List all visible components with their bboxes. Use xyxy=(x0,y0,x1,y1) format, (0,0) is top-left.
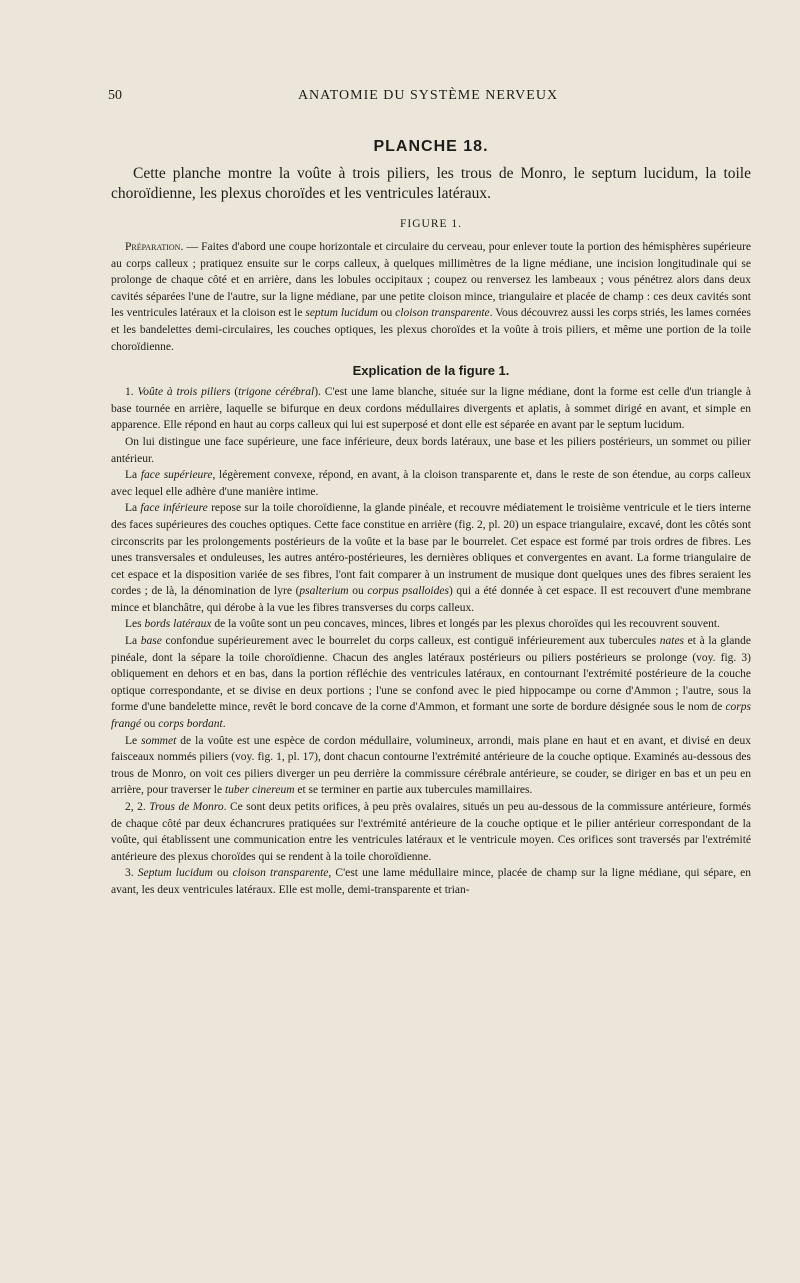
text-run: La xyxy=(125,635,141,648)
text-run: ) qui a été donnée à cet espace. Il est recouvert d'une membrane mince et blanchâtre, qui dérobe à la vue les fibres transverses du corps calleux. xyxy=(111,585,751,614)
text-run: La xyxy=(125,469,141,482)
text-run: confondue supérieurement avec le bourrelet du corps calleux, est contiguë inférieurement aux tubercules xyxy=(161,635,660,648)
text-run: de la voûte sont un peu concaves, minces, libres et longés par les plexus choroïdes qui les recouvrent souvent. xyxy=(211,618,720,631)
explanation-heading: Explication de la figure 1. xyxy=(352,363,510,379)
preparation-label: Préparation. xyxy=(125,241,184,253)
term-face-inferieure: face inférieure xyxy=(140,502,208,515)
text-run: ou xyxy=(141,718,159,731)
term-septum-lucidum: septum lucidum xyxy=(305,307,378,320)
term-corpus-psalloides: corpus psalloides xyxy=(367,585,449,598)
face-inferieure-paragraph xyxy=(111,500,751,616)
base-paragraph xyxy=(111,633,751,733)
page-number: 50 xyxy=(108,88,122,103)
term-corps-bordant: corps bordant xyxy=(158,718,223,731)
item-3-text: , C'est une lame médullaire mince, placée de champ sur la ligne médiane, qui sépare, en avant, les deux ventricules latéraux. Elle est molle, demi-transparente et trian- xyxy=(111,867,752,896)
item-1-title: Voûte à trois piliers xyxy=(137,386,231,399)
term-bords-lateraux: bords latéraux xyxy=(144,618,212,631)
bords-lateraux-paragraph xyxy=(111,616,751,633)
text-run: La xyxy=(125,502,141,515)
text-run: ou xyxy=(212,867,233,880)
page-content xyxy=(111,138,751,899)
term-corps-frange: corps frangé xyxy=(111,701,751,731)
text-run: Les xyxy=(125,618,145,631)
text-run: ou xyxy=(348,585,368,598)
preparation-end: . Vous découvrez aussi les corps striés, les lames cornées et les bandelettes demi-circulaires, les couches optiques, les plexus choroïdes et la voûte à trois piliers, et même une portion de la toile choroïdienne. xyxy=(111,307,751,353)
item-1-second-paragraph: On lui distingue une face supérieure, une face inférieure, deux bords latéraux, une base et les piliers postérieurs, un sommet ou pilier antérieur. xyxy=(111,435,751,465)
item-3-number: 3. xyxy=(125,867,138,880)
term-psalterium: psalterium xyxy=(299,585,349,598)
text-run: . xyxy=(222,718,226,731)
item-2-paragraph xyxy=(111,799,751,865)
term-face-superieure: face supérieure xyxy=(140,469,213,482)
item-1-synonym: trigone cérébral xyxy=(238,386,315,399)
item-1-number: 1. xyxy=(125,386,138,399)
item-1-paren-open: ( xyxy=(230,386,239,399)
term-cloison-transparente: cloison transparente xyxy=(395,307,490,320)
intro-paragraph: Cette planche montre la voûte à trois piliers, les trous de Monro, le septum lucidum, la toile choroïdienne, les plexus choroïdes et les ventricules latéraux. xyxy=(111,165,751,202)
text-run: et se terminer en partie aux tubercules mamillaires. xyxy=(294,784,533,797)
running-title: ANATOMIE DU SYSTÈME NERVEUX xyxy=(297,88,559,103)
preparation-mid: ou xyxy=(377,307,396,320)
text-run: , légèrement convexe, répond, en avant, à la cloison transparente et, dans le reste de son étendue, au corps calleux avec lequel elle adhère d'une manière intime. xyxy=(111,469,751,498)
item-3-paragraph xyxy=(111,865,751,898)
item-2-number: 2, 2. xyxy=(125,801,150,813)
page-header xyxy=(108,88,748,108)
item-3-synonym: cloison transparente xyxy=(232,867,329,880)
term-nates: nates xyxy=(659,635,685,648)
term-tuber-cinereum: tuber cinereum xyxy=(224,784,295,797)
face-superieure-paragraph xyxy=(111,467,751,500)
figure-label: FIGURE 1. xyxy=(399,218,463,230)
sommet-paragraph xyxy=(111,733,751,799)
item-3-title: Septum lucidum xyxy=(137,867,213,880)
item-2-text: . Ce sont deux petits orifices, à peu près ovalaires, situés un peu au-dessous de la commissure antérieure, formés de chaque côté par deux échancrures pratiquées sur l'extrémité antérieure de la couche optique et le pilier antérieur correspondant de la voûte, qui établissent une communication entre les ventricules latéraux et le ventricule moyen. Ces orifices sont traversés par l'extrémité antérieure des plexus choroïdes qui se rendent à la toile choroïdienne. xyxy=(111,801,751,863)
item-1-paragraph xyxy=(111,384,751,434)
term-sommet: sommet xyxy=(141,734,177,747)
preparation-paragraph xyxy=(111,239,751,355)
item-1-text: ). C'est une lame blanche, située sur la ligne médiane, dont la forme est celle d'un triangle à base tournée en arrière, laquelle se bifurque en deux cordons médullaires divergents et aplatis, à sommet dirigé en avant, et simple en apparence. Elle répond en haut au corps calleux qui lui est superposé et dont elle est séparée en avant par le septum lucidum. xyxy=(111,386,751,432)
text-run: Le xyxy=(125,734,142,747)
item-2-title: Trous de Monro xyxy=(149,801,224,813)
term-base: base xyxy=(140,635,162,648)
text-run: repose sur la toile choroïdienne, la glande pinéale, et recouvre médiatement le troisième ventricule et le tiers interne des faces supérieures des couches optiques. Cette face constitue en arrière (fig. 2, pl. 20) un espace triangulaire, excavé, dont les côtés sont circonscrits par les prolongements postérieurs de la voûte et la base par le bourrelet. Cet espace est formé par trois ordres de fibres. Les unes transversales et onduleuses, les autres antéro-postérieures, les dernières obliques et convergentes en avant. La forme triangulaire de cet espace et la disposition variée de ses fibres, l'ont fait comparer à un instrument de musique dont quelques unes des fibres seraient les cordes ; de là, la dénomination de lyre ( xyxy=(111,502,751,598)
text-run: de la voûte est une espèce de cordon médullaire, volumineux, arrondi, mais plane en haut et en avant, et divisé en deux faisceaux nommés piliers (voy. fig. 1, pl. 17), dont chacun contourne l'extrémité antérieure de la couche optique. Examinés au-dessous des trous de Monro, on voit ces piliers diverger un peu derrière la commissure cérébrale antérieure, se couder, se diriger en bas et un peu en arrière, pour traverser le xyxy=(111,734,751,797)
text-run: et à la glande pinéale, dont la sépare la toile choroïdienne. Chacun des angles latéraux postérieurs ou piliers postérieurs se prolonge (voy. fig. 3) obliquement en dehors et en bas, dans la portion réfléchie des ventricules latéraux, en contournant l'extrémité postérieure de la couche optique correspondante, et se divise en deux portions ; l'une se confond avec le pied hippocampe ou corne d'Ammon ; l'autre, sous la forme d'une bandelette mince, revêt le bord concave de la corne d'Ammon, et formant une sorte de bordure désignée sous le nom de xyxy=(111,635,752,714)
plate-title: PLANCHE 18. xyxy=(373,138,489,155)
preparation-text: — Faites d'abord une coupe horizontale et circulaire du cerveau, pour enlever toute la portion des hémisphères supérieure au corps calleux ; pratiquez ensuite sur le corps calleux, à quelques millimètres de la ligne médiane, une incision longitudinale qui se prolonge de chaque côté et en arrière, dans les lobules occipitaux ; coupez ou renversez les lambeaux ; vous pénétrez alors dans deux cavités séparées l'une de l'autre, sur la ligne médiane, par une petite cloison mince, triangulaire et placée de champ : ces deux cavités sont les ventricules latéraux et la cloison est le xyxy=(111,241,751,320)
